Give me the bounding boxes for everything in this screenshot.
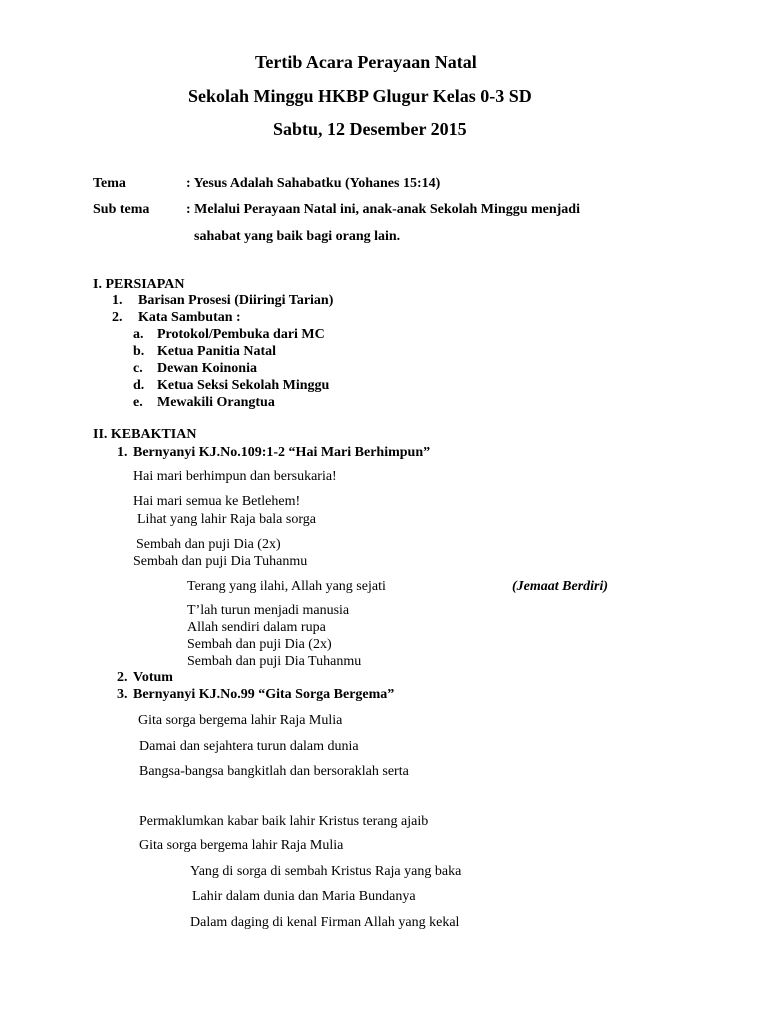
sub-list-item: Mewakili Orangtua <box>157 395 275 410</box>
list-number: 3. <box>117 687 128 702</box>
document-date: Sabtu, 12 Desember 2015 <box>273 119 467 139</box>
lyric-line: Permaklumkan kabar baik lahir Kristus terang ajaib <box>139 814 429 829</box>
list-item: Kata Sambutan : <box>138 310 241 325</box>
document-title: Tertib Acara Perayaan Natal <box>255 52 477 72</box>
lyric-line: Allah sendiri dalam rupa <box>187 620 326 635</box>
lyric-line: Sembah dan puji Dia (2x) <box>187 637 332 652</box>
lyric-line: Bangsa-bangsa bangkitlah dan bersoraklah serta <box>139 764 409 779</box>
sub-tema-value: : Melalui Perayaan Natal ini, anak-anak Sekolah Minggu menjadi <box>186 202 580 217</box>
list-number: 1. <box>117 445 128 460</box>
lyric-line: Hai mari semua ke Betlehem! <box>133 494 301 509</box>
sub-tema-label: Sub tema <box>93 202 150 217</box>
lyric-line: Sembah dan puji Dia (2x) <box>136 537 281 552</box>
sub-list-letter: b. <box>133 344 145 359</box>
sub-list-item: Protokol/Pembuka dari MC <box>157 327 325 342</box>
sub-list-letter: a. <box>133 327 144 342</box>
lyric-line: Gita sorga bergema lahir Raja Mulia <box>138 713 343 728</box>
list-item: Bernyanyi KJ.No.109:1-2 “Hai Mari Berhimpun” <box>133 445 431 460</box>
sub-list-item: Ketua Panitia Natal <box>157 344 276 359</box>
list-item: Barisan Prosesi (Diiringi Tarian) <box>138 293 334 308</box>
lyric-line: Dalam daging di kenal Firman Allah yang kekal <box>190 915 460 930</box>
list-number: 1. <box>112 293 123 308</box>
lyric-line: Sembah dan puji Dia Tuhanmu <box>133 554 308 569</box>
section-persiapan-heading: I. PERSIAPAN <box>93 277 185 292</box>
lyric-line: Lihat yang lahir Raja bala sorga <box>137 512 316 527</box>
list-item: Bernyanyi KJ.No.99 “Gita Sorga Bergema” <box>133 687 395 702</box>
lyric-line: Yang di sorga di sembah Kristus Raja yang baka <box>190 864 462 879</box>
lyric-line: Damai dan sejahtera turun dalam dunia <box>139 739 359 754</box>
lyric-line: Terang yang ilahi, Allah yang sejati <box>187 579 386 594</box>
list-item: Votum <box>133 670 173 685</box>
document-subtitle: Sekolah Minggu HKBP Glugur Kelas 0-3 SD <box>188 86 532 106</box>
lyric-line: Gita sorga bergema lahir Raja Mulia <box>139 838 344 853</box>
tema-value: : Yesus Adalah Sahabatku (Yohanes 15:14) <box>186 176 441 191</box>
jemaat-berdiri-note: (Jemaat Berdiri) <box>512 579 609 594</box>
list-number: 2. <box>117 670 128 685</box>
sub-list-letter: d. <box>133 378 145 393</box>
sub-list-item: Ketua Seksi Sekolah Minggu <box>157 378 330 393</box>
sub-list-letter: c. <box>133 361 143 376</box>
sub-tema-value-cont: sahabat yang baik bagi orang lain. <box>194 229 401 244</box>
section-kebaktian-heading: II. KEBAKTIAN <box>93 427 197 442</box>
sub-list-item: Dewan Koinonia <box>157 361 257 376</box>
lyric-line: Lahir dalam dunia dan Maria Bundanya <box>192 889 416 904</box>
tema-label: Tema <box>93 176 126 191</box>
lyric-line: Sembah dan puji Dia Tuhanmu <box>187 654 362 669</box>
sub-list-letter: e. <box>133 395 143 410</box>
lyric-line: Hai mari berhimpun dan bersukaria! <box>133 469 337 484</box>
lyric-line: T’lah turun menjadi manusia <box>187 603 350 618</box>
list-number: 2. <box>112 310 123 325</box>
